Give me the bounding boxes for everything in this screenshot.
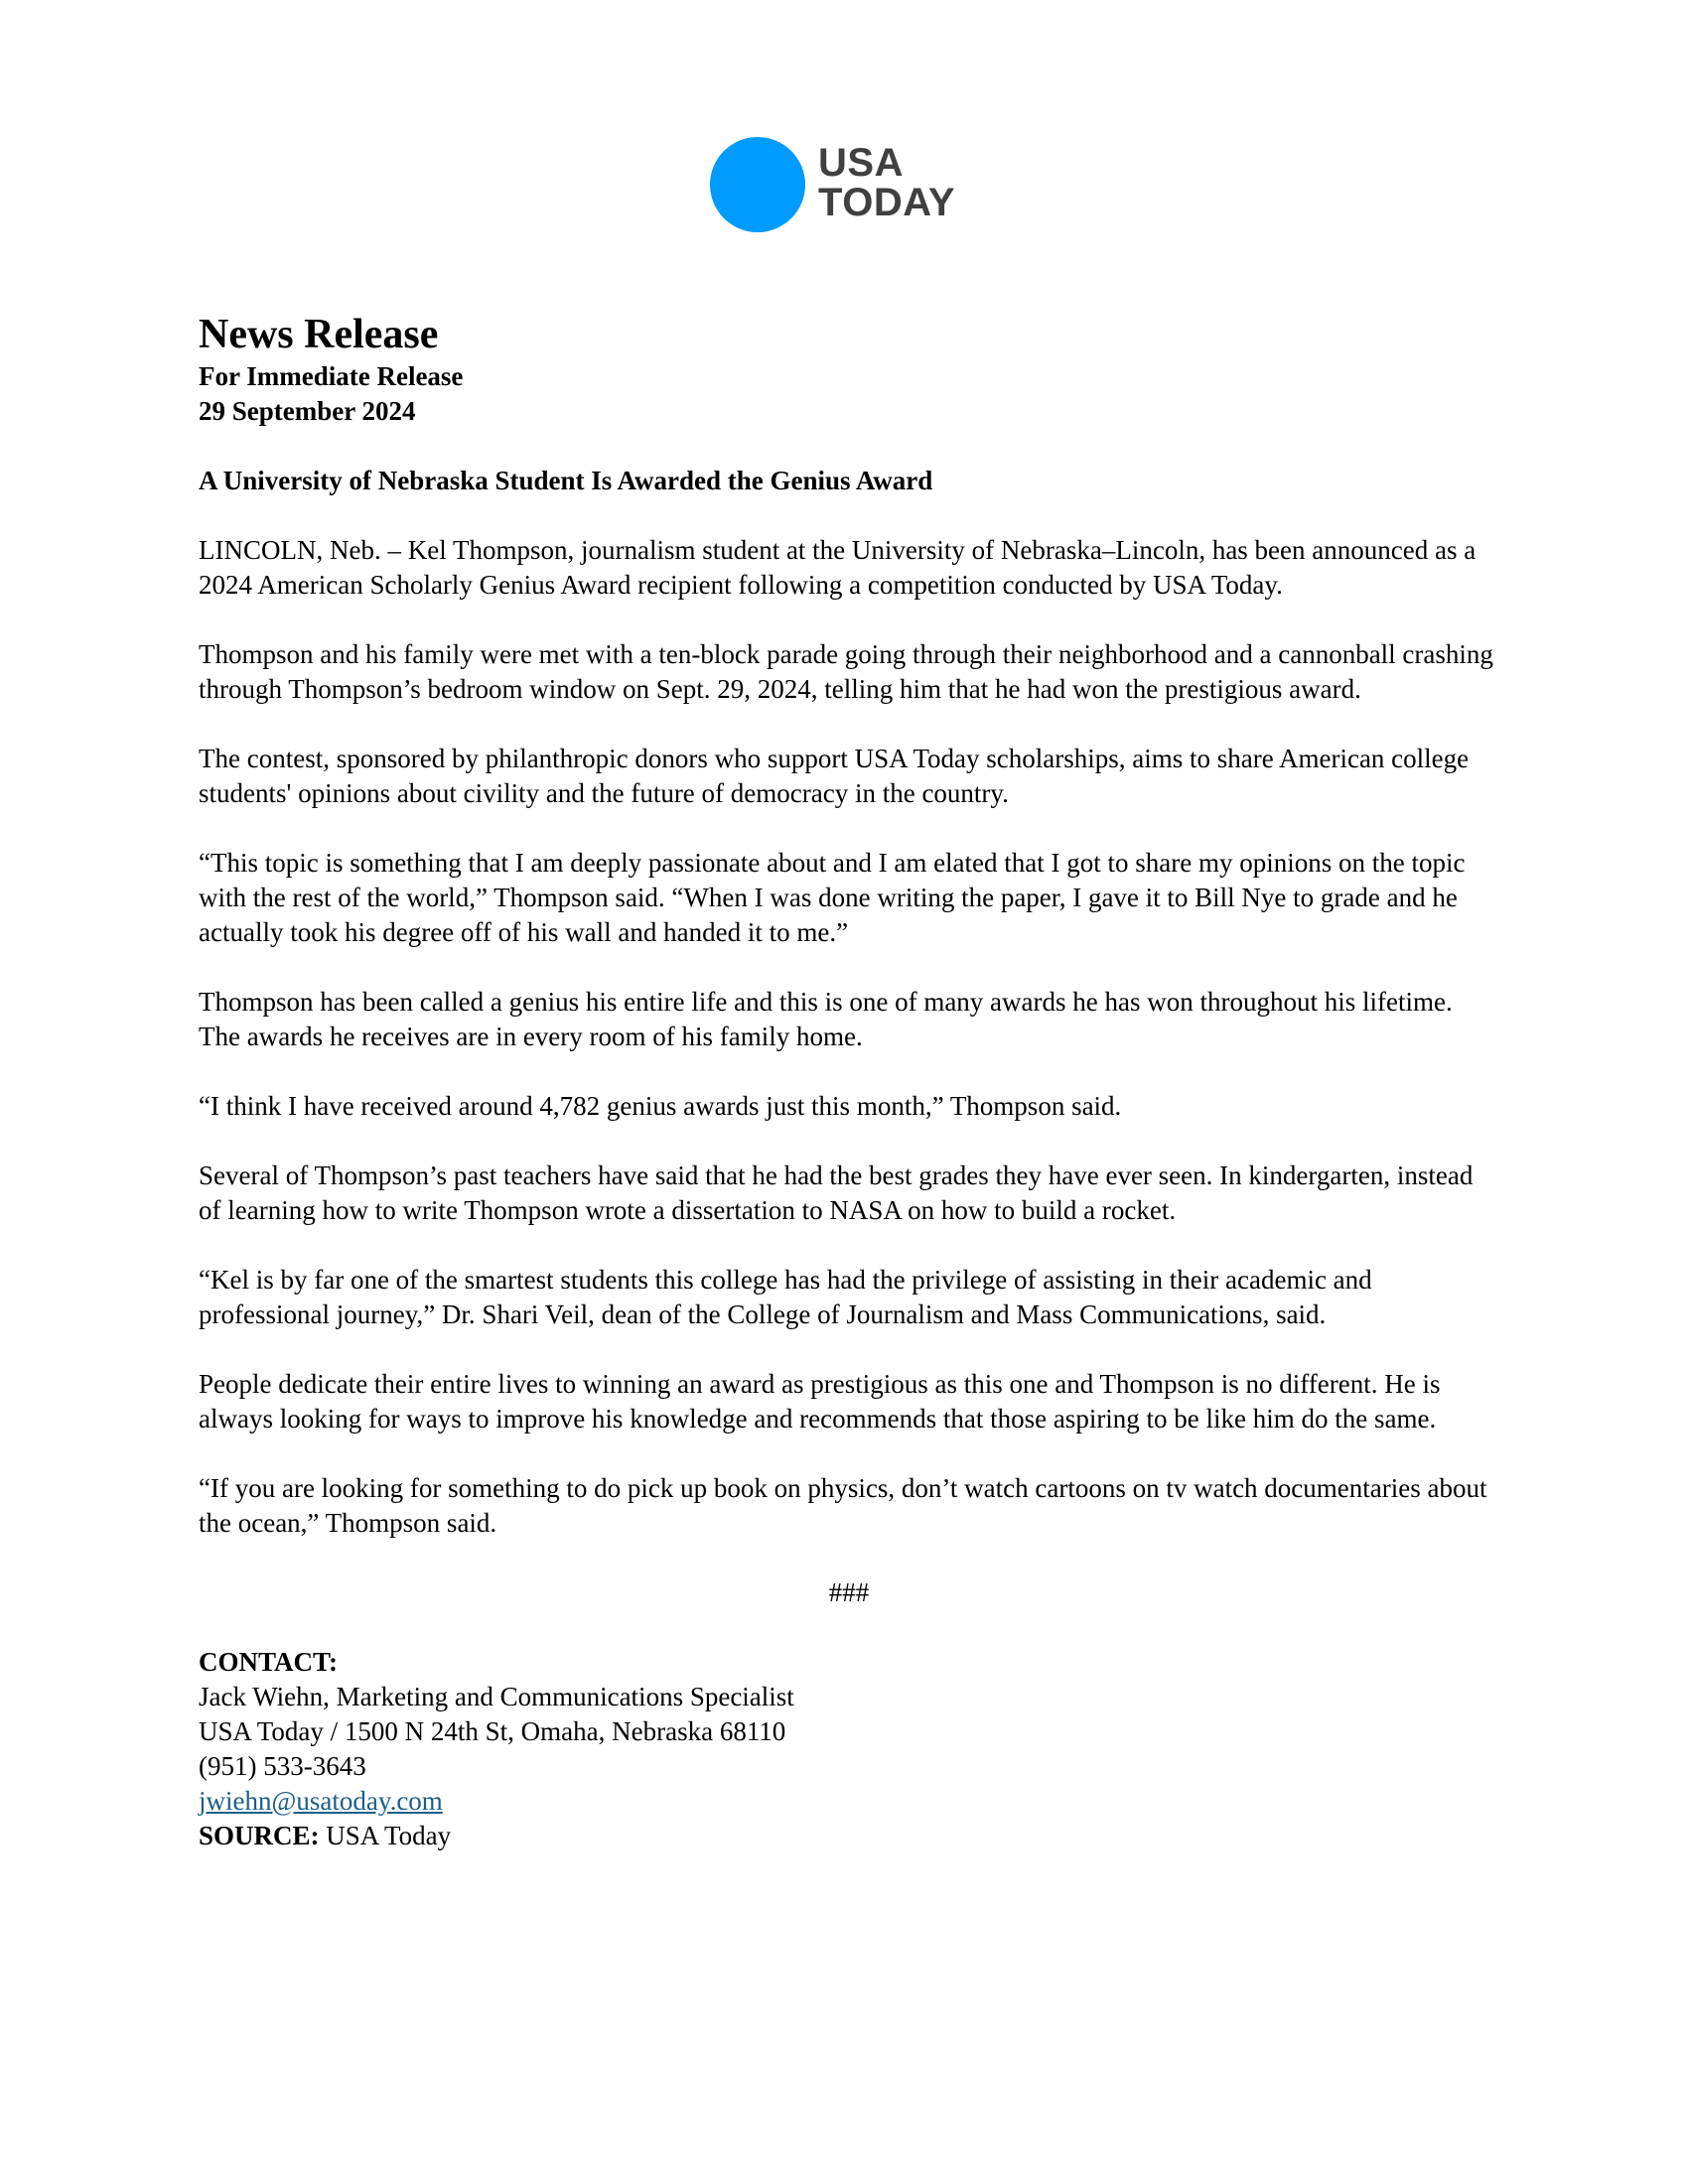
usa-today-logo: [710, 137, 978, 232]
release-document: [199, 310, 1499, 1853]
body-paragraph: “If you are looking for something to do pick up book on physics, don’t watch cartoons on tv watch documentaries about the ocean,” Thompson said.: [199, 1473, 1487, 1538]
logo-wordmark: [818, 143, 955, 222]
release-date: 29 September 2024: [199, 396, 416, 426]
contact-address: USA Today / 1500 N 24th St, Omaha, Nebraska 68110: [199, 1716, 786, 1746]
page-title: News Release: [199, 312, 439, 357]
logo-circle-icon: [710, 137, 805, 232]
body-paragraph: Several of Thompson’s past teachers have said that he had the best grades they have ever seen. In kindergarten, instead of learning how to write Thompson wrote a dissertation to NASA on how to build a rocket.: [199, 1160, 1474, 1225]
contact-name-title: Jack Wiehn, Marketing and Communications Specialist: [199, 1682, 794, 1711]
end-marks: ###: [828, 1577, 870, 1607]
source-value: USA Today: [319, 1821, 452, 1850]
logo-line-today: TODAY: [818, 181, 956, 224]
logo-line-usa: USA: [818, 141, 904, 185]
contact-email-link[interactable]: jwiehn@usatoday.com: [199, 1786, 443, 1816]
body-paragraph: Thompson and his family were met with a ten-block parade going through their neighborhood and a cannonball crashing through Thompson’s bedroom window on Sept. 29, 2024, telling him that he had won the prestigious award.: [199, 639, 1493, 704]
body-paragraph: The contest, sponsored by philanthropic donors who support USA Today scholarships, aims to share American college students' opinions about civility and the future of democracy in the country.: [199, 744, 1470, 808]
source-label: SOURCE:: [199, 1821, 320, 1850]
body-paragraph: Thompson has been called a genius his entire life and this is one of many awards he has won throughout his lifetime. The awards he receives are in every room of his family home.: [199, 987, 1453, 1051]
body-paragraph: LINCOLN, Neb. – Kel Thompson, journalism student at the University of Nebraska–Lincoln, has been announced as a 2024 American Scholarly Genius Award recipient following a competition conducted by USA Today.: [199, 535, 1477, 600]
headline: A University of Nebraska Student Is Awarded the Genius Award: [199, 466, 933, 495]
body-paragraph: People dedicate their entire lives to winning an award as prestigious as this one and Thompson is no different. He is always looking for ways to improve his knowledge and recommends that those aspiring to be like him do the same.: [199, 1369, 1441, 1433]
release-immediacy: For Immediate Release: [199, 361, 464, 391]
contact-phone: (951) 533-3643: [199, 1751, 366, 1781]
source-line: [199, 1819, 1499, 1853]
contact-label: CONTACT:: [199, 1647, 338, 1677]
body-paragraph: “I think I have received around 4,782 genius awards just this month,” Thompson said.: [199, 1091, 1122, 1121]
body-paragraph: “This topic is something that I am deeply passionate about and I am elated that I got to share my opinions on the topic with the rest of the world,” Thompson said. “When I was done writing the paper, I gave it to Bill Nye to grade and he actually took his degree off of his wall and handed it to me.”: [199, 848, 1466, 947]
body-paragraph: “Kel is by far one of the smartest students this college has had the privilege of assisting in their academic and professional journey,” Dr. Shari Veil, dean of the College of Journalism and Mass Communications, said.: [199, 1265, 1372, 1329]
